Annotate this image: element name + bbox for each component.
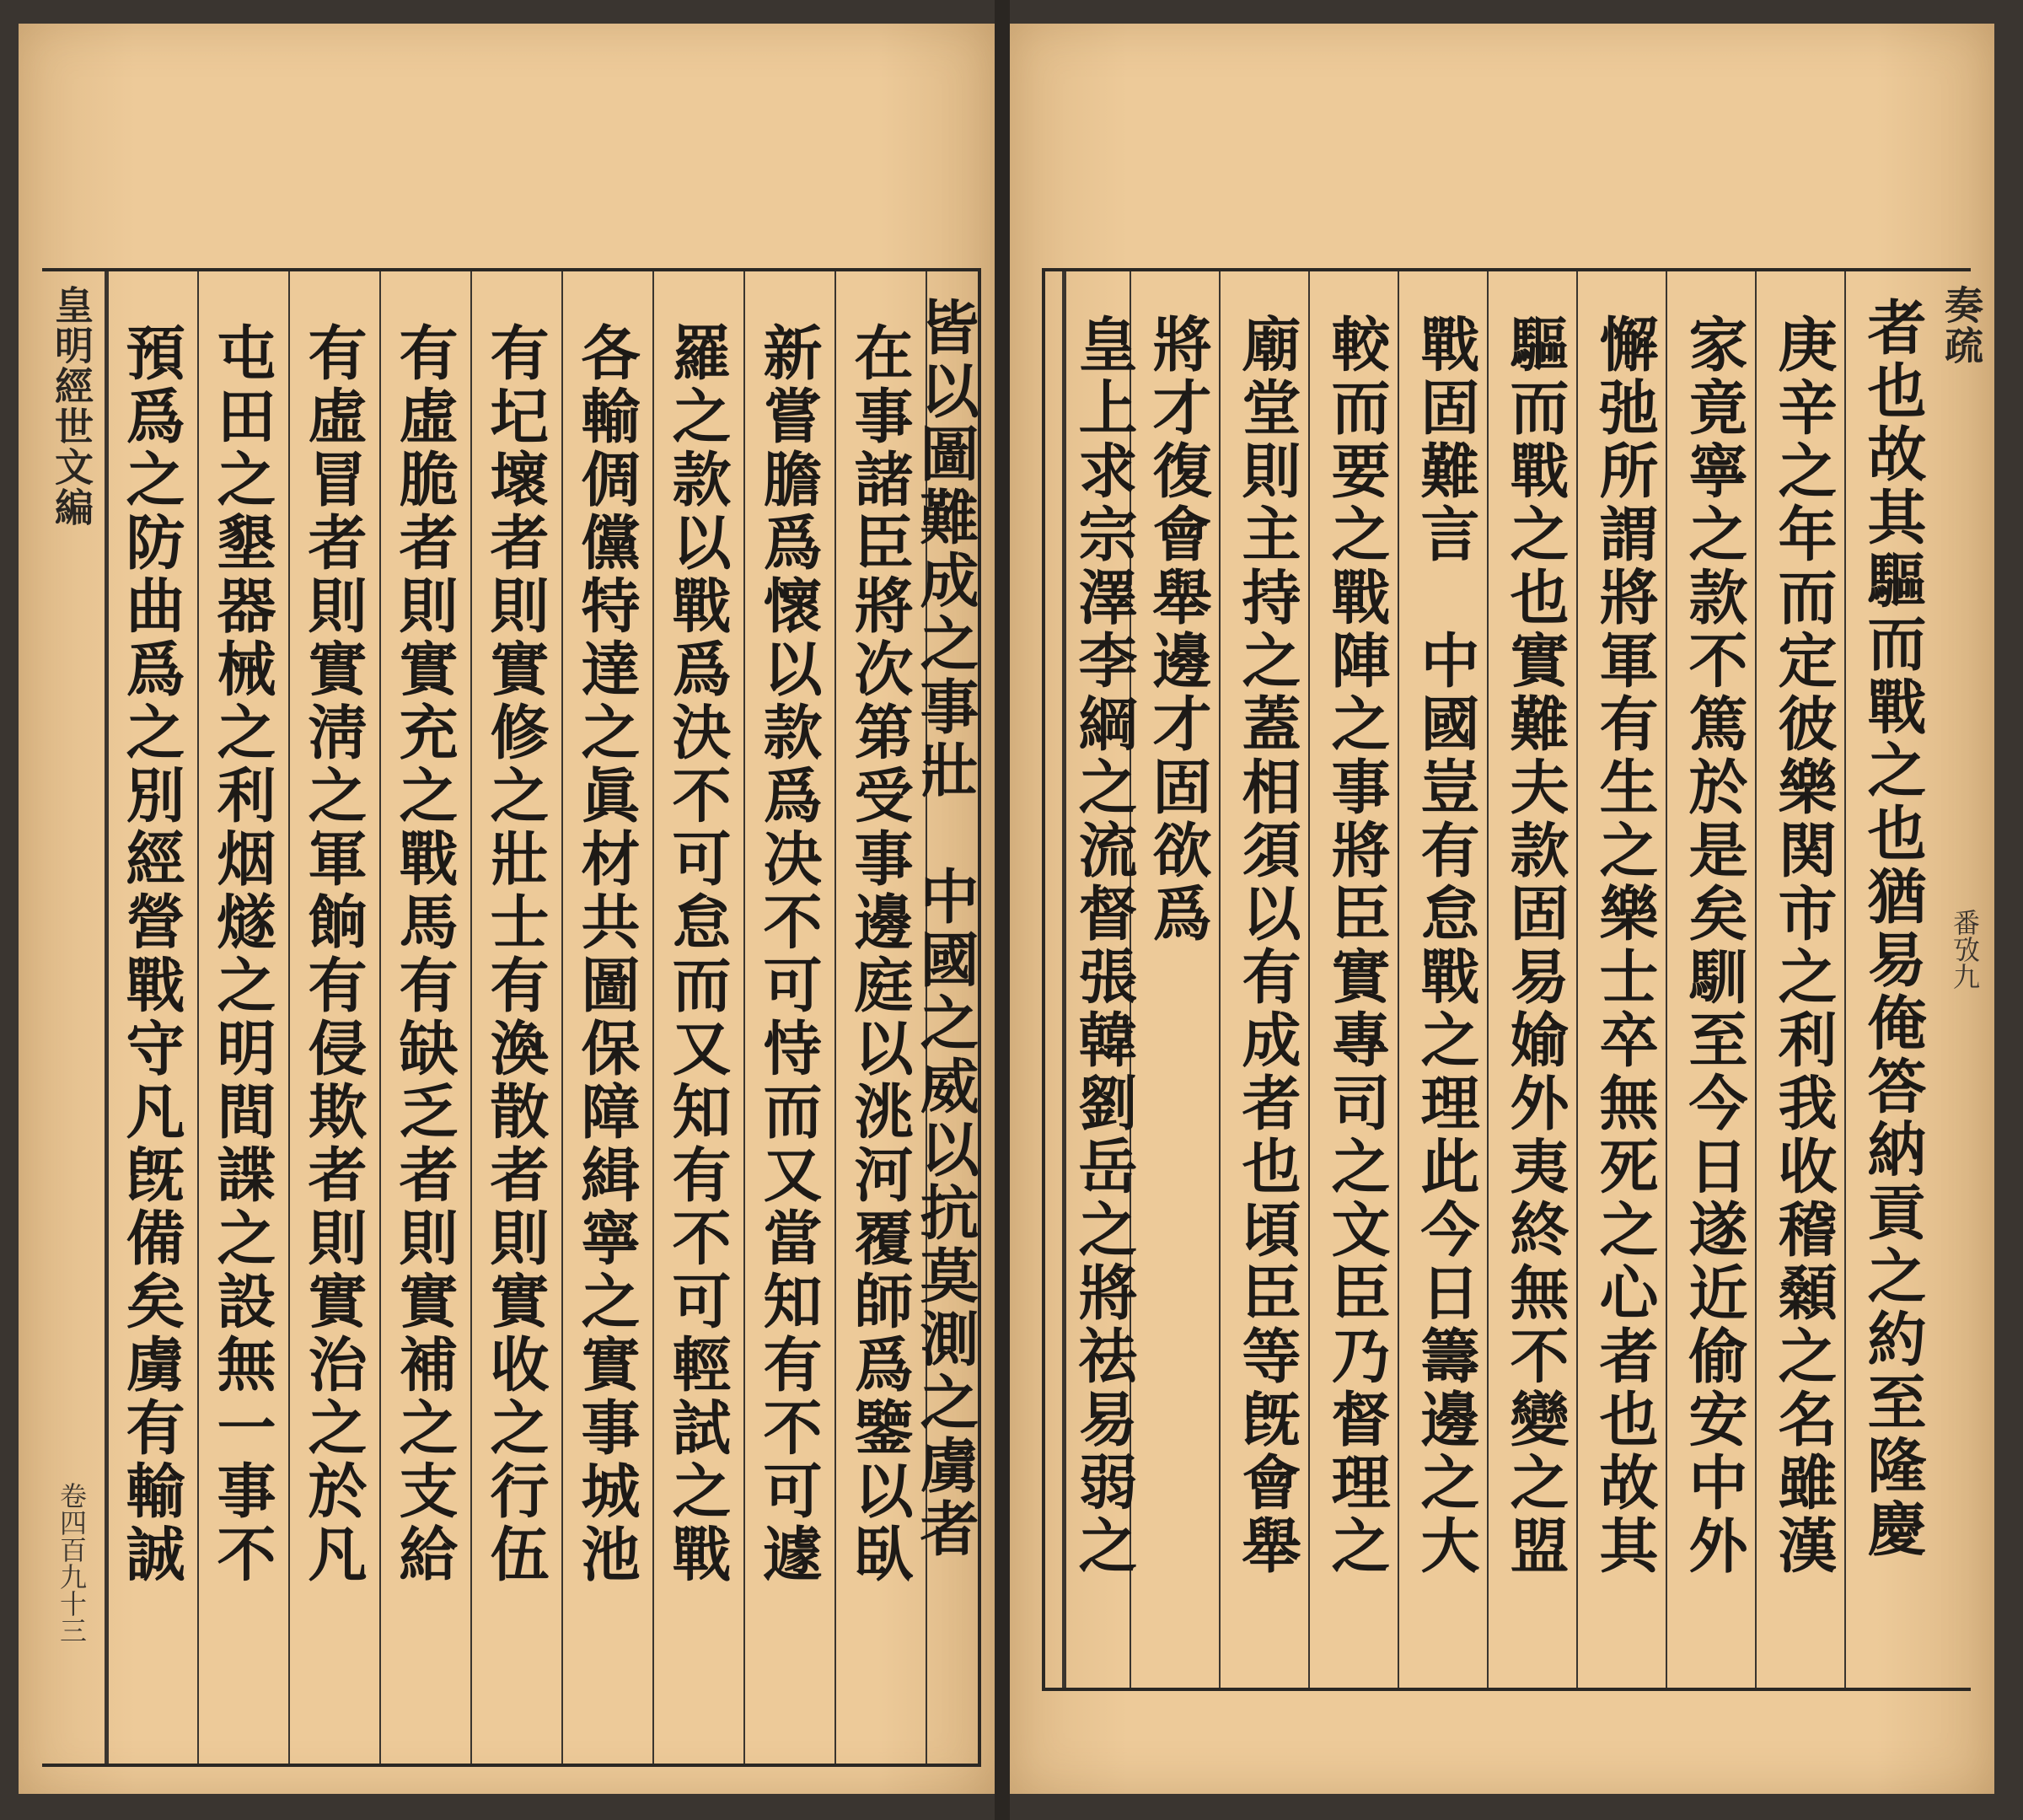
left-column-9: 在事諸臣將次第受事邊庭以洮河覆師爲鑒以臥 (845, 322, 915, 1586)
right-margin-title: 奏疏 (1939, 285, 1984, 366)
right-column-4: 較而要之戰陣之事將臣實專司之文臣乃督理之 (1322, 314, 1392, 1578)
right-column-7: 懈弛所謂將軍有生之樂士卒無死之心者也故其 (1590, 314, 1660, 1578)
right-column-3: 廟堂則主持之蓋相須以有成者也頃臣等旣會舉 (1232, 314, 1302, 1578)
left-column-5: 有圮壞者則實修之壯士有渙散者則實收之行伍 (480, 322, 550, 1586)
right-column-2: 將才復會舉邊才固欲爲 (1143, 314, 1213, 946)
right-column-8: 家竟寧之款不篤於是矣馴至今日遂近偷安中外 (1679, 314, 1749, 1578)
left-column-6: 各輸倜儻特達之眞材共圖保障緝寧之實事城池 (571, 322, 641, 1586)
right-column-5: 戰固難言 中國豈有怠戰之理此今日籌邊之大 (1411, 314, 1481, 1578)
left-column-8: 新嘗膽爲懷以款爲决不可恃而又當知有不可遽 (754, 322, 824, 1586)
left-margin-title: 皇明經世文編 (49, 285, 94, 528)
right-column-6: 驅而戰之也實難夫款固易媮外夷終無不變之盟 (1500, 314, 1570, 1578)
left-text-frame (42, 268, 981, 1767)
left-page (19, 24, 995, 1794)
right-page (1010, 24, 1994, 1794)
right-margin-folio: 番攷九 (1949, 909, 1981, 990)
left-column-4: 有虛脆者則實充之戰馬有缺乏者則實補之支給 (389, 322, 459, 1586)
left-column-1: 預爲之防曲爲之別經營戰守凡旣備矣虜有輸誠 (116, 322, 186, 1586)
left-margin-folio: 卷四百九十三 (56, 1482, 88, 1644)
left-column-3: 有虛冒者則實淸之軍餉有侵欺者則實治之於凡 (298, 322, 368, 1586)
right-text-frame (1042, 268, 1971, 1691)
right-column-9: 庚辛之年而定彼樂関市之利我收稽顙之名雖漢 (1768, 314, 1838, 1578)
right-column-1: 皇上求宗澤李綱之流督張韓劉岳之將祛易弱之 (1069, 314, 1139, 1578)
right-column-10: 者也故其驅而戰之也猶易俺答納貢之約至隆慶 (1858, 297, 1928, 1561)
left-column-7: 羅之款以戰爲決不可怠而又知有不可輕試之戰 (663, 322, 732, 1586)
left-column-2: 屯田之墾器械之利烟燧之明間諜之設無一事不 (207, 322, 277, 1586)
book-gutter (995, 0, 1010, 1820)
left-column-10: 皆以圖難成之事壯 中國之威以抗莫測之虜者 (910, 297, 980, 1561)
